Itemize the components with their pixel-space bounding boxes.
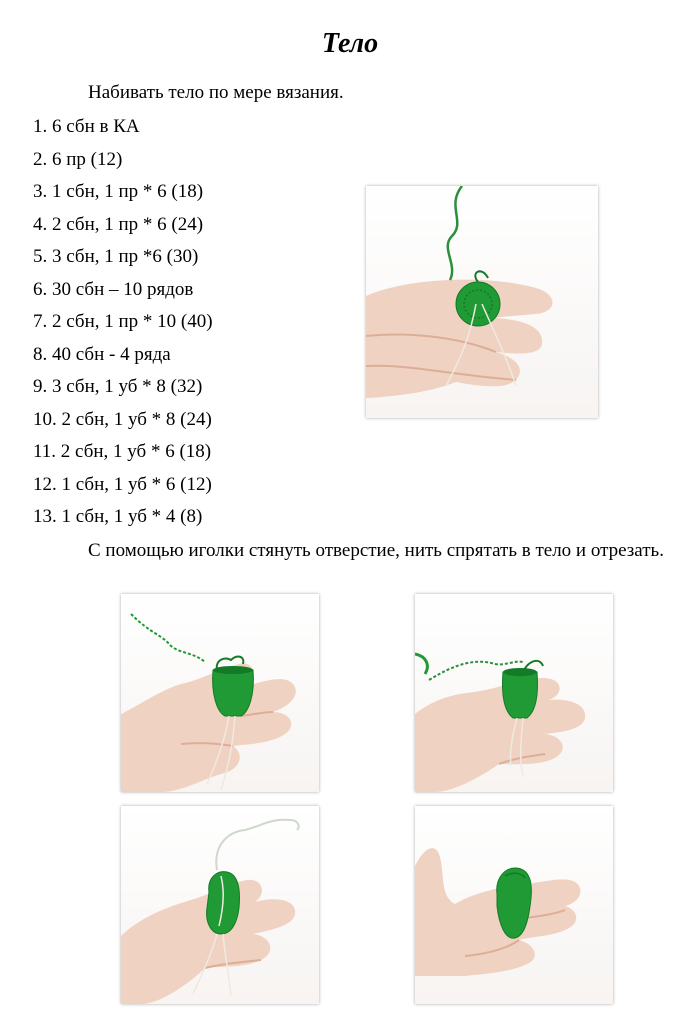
hand-image [121, 663, 296, 792]
photo-cup-shape-2 [415, 594, 613, 792]
list-item: 9. 3 сбн, 1 уб * 8 (32) [33, 376, 203, 397]
list-item: 4. 2 сбн, 1 пр * 6 (24) [33, 213, 204, 235]
list-item: 5. 3 сбн, 1 пр *6 (30) [33, 246, 199, 267]
list-item: 3. 1 сбн, 1 пр * 6 (18) [33, 181, 204, 202]
list-item: 6. 30 сбн – 10 рядов [33, 278, 194, 300]
photo-closed-pod [121, 806, 319, 1004]
list-item: 12. 1 сбн, 1 уб * 6 (12) [33, 473, 212, 495]
pattern-steps-list [33, 114, 213, 537]
intro-paragraph: Набивать тело по мере вязания. [88, 82, 344, 103]
hand-image [415, 678, 585, 792]
photo-flat-circle [366, 186, 598, 418]
page-title: Тело [321, 28, 379, 59]
outro-paragraph: С помощью иголки стянуть отверстие, нить спрятать в тело и отрезать. [88, 540, 664, 561]
list-item: 13. 1 сбн, 1 уб * 4 (8) [33, 506, 203, 527]
photo-cup-shape [121, 594, 319, 792]
list-item: 10. 2 сбн, 1 уб * 8 (24) [33, 408, 212, 430]
list-item: 2. 6 пр (12) [33, 148, 123, 170]
photo-finished-pod [415, 806, 613, 1004]
list-item: 11. 2 сбн, 1 уб * 6 (18) [33, 441, 212, 462]
list-item: 7. 2 сбн, 1 пр * 10 (40) [33, 311, 213, 332]
list-item: 1. 6 сбн в КА [33, 116, 140, 137]
list-item: 8. 40 сбн - 4 ряда [33, 343, 171, 365]
